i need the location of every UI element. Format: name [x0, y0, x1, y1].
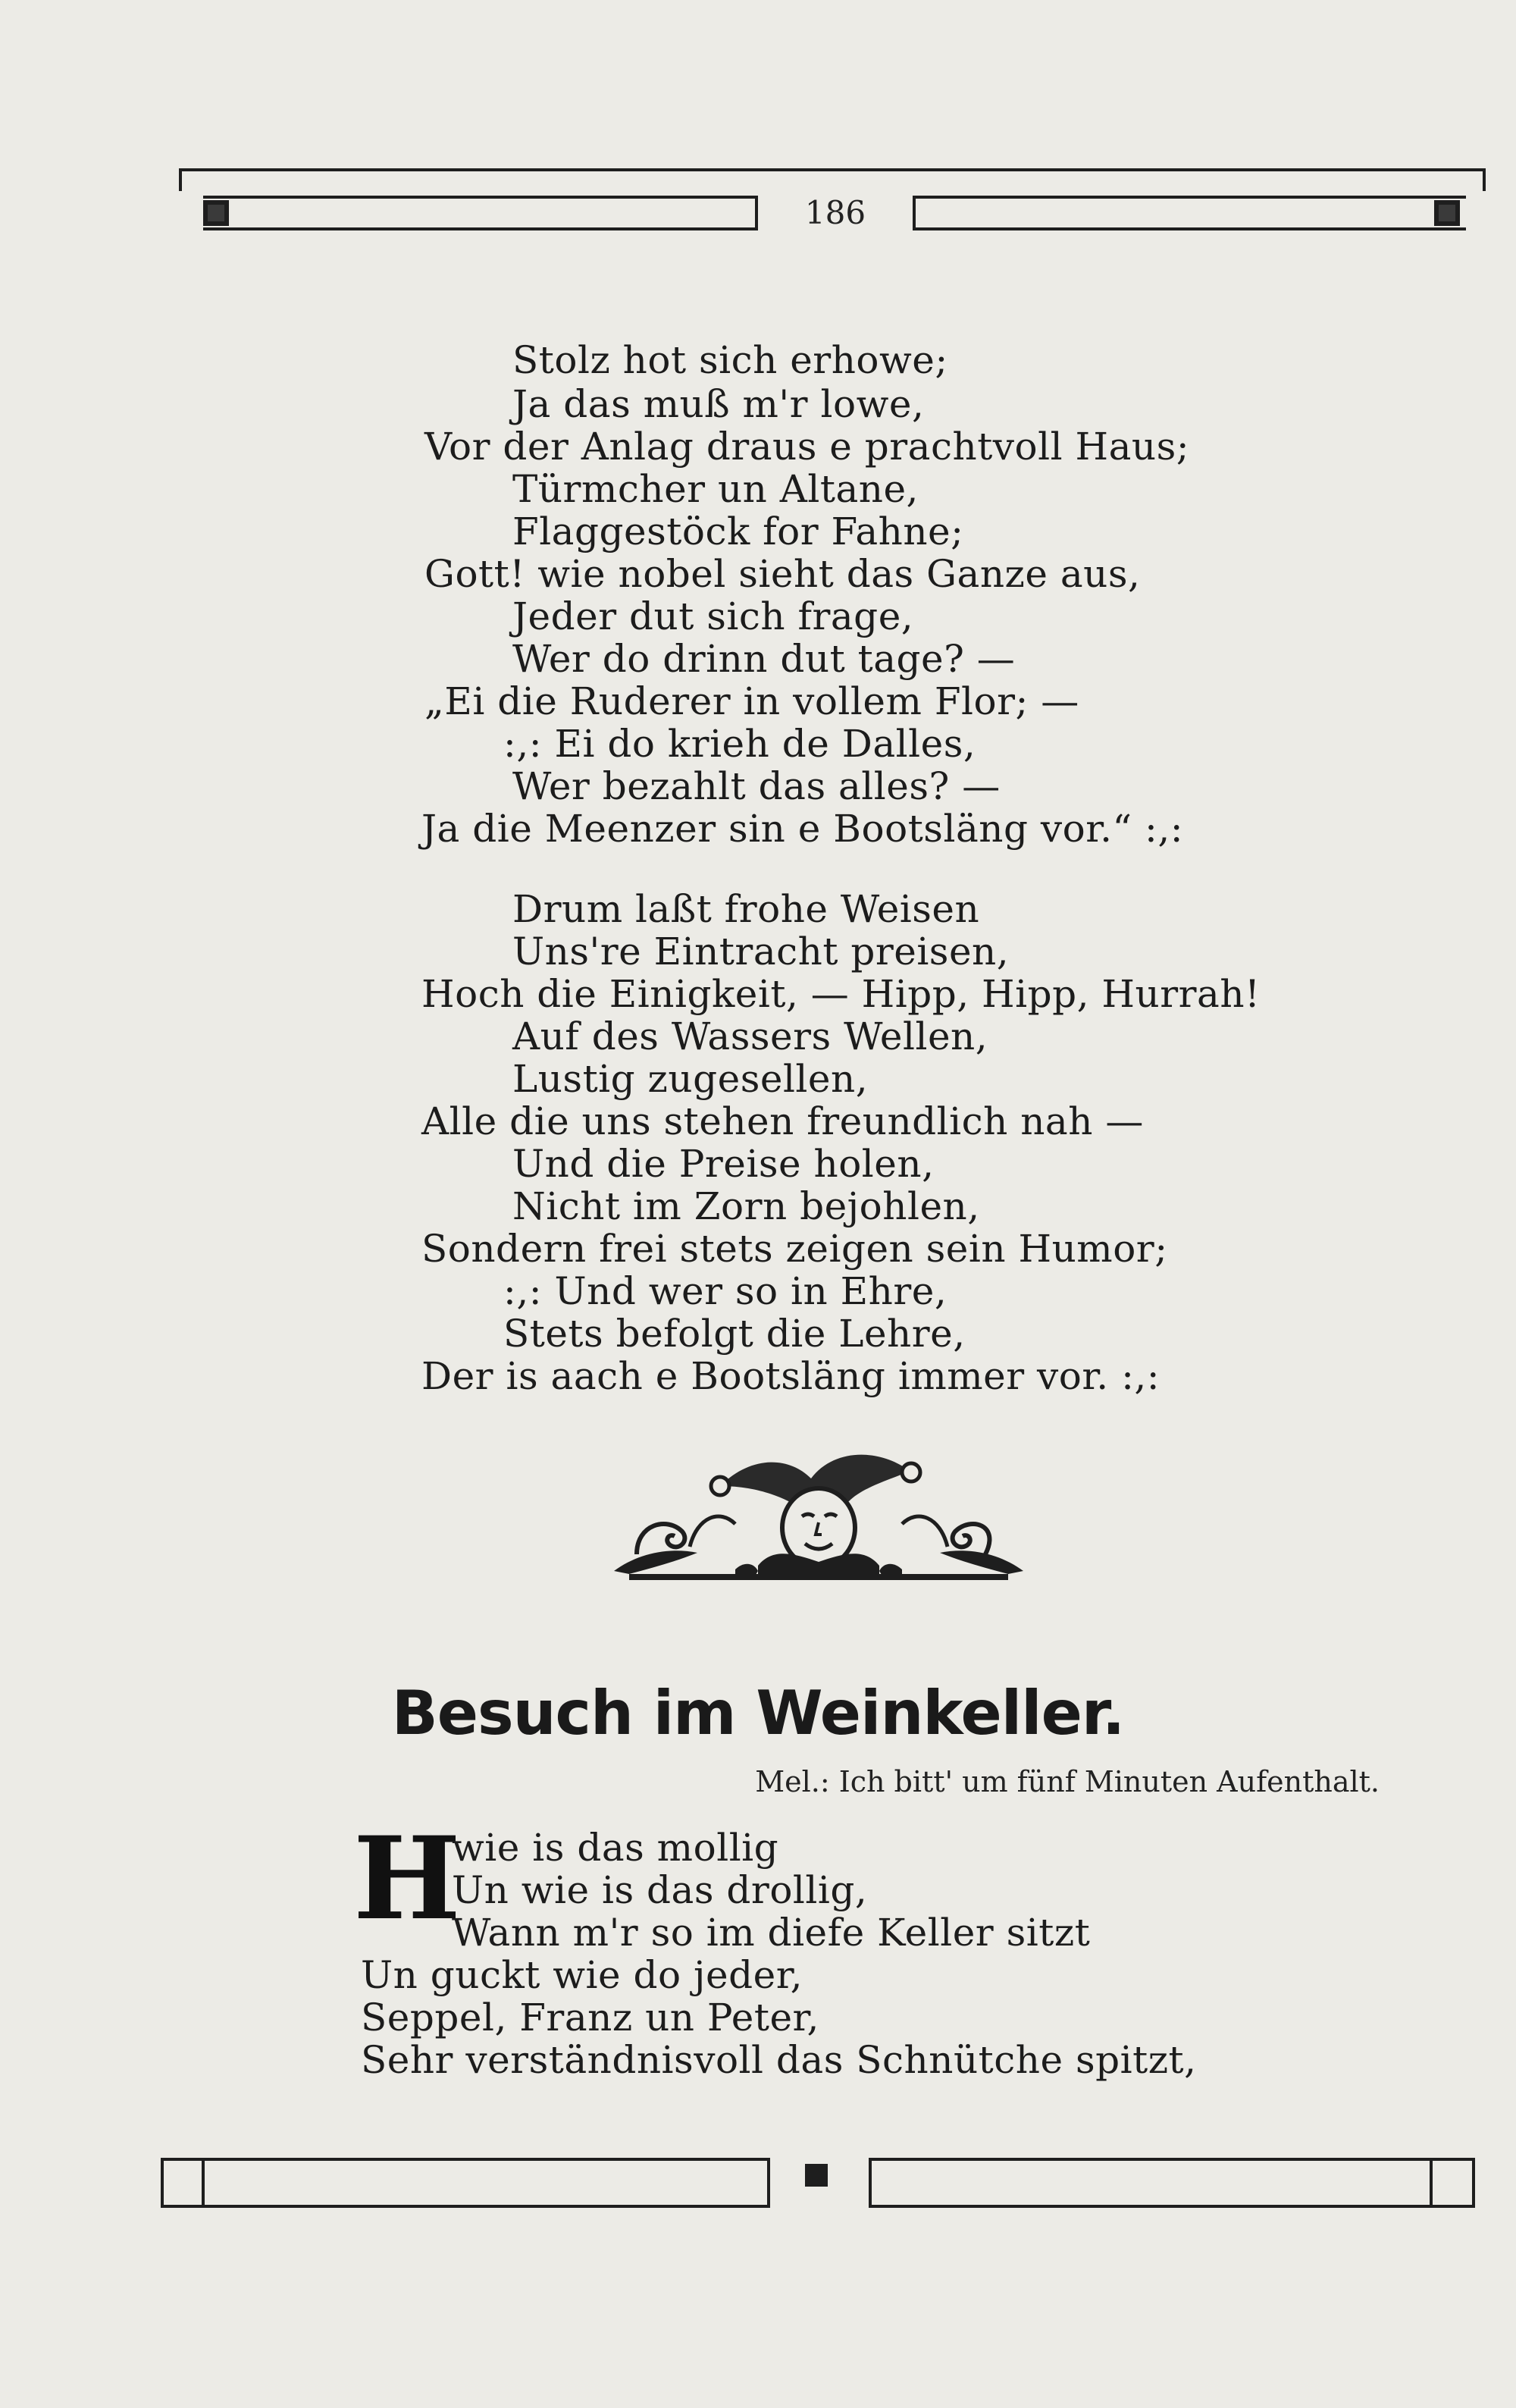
verse-line: Lustig zugesellen, — [512, 1057, 869, 1101]
header-square-left-icon — [203, 200, 229, 226]
footer-bar-left — [161, 2158, 770, 2208]
footer-divider-right — [1430, 2158, 1433, 2208]
footer-square-icon — [805, 2164, 828, 2187]
verse-line: Hoch die Einigkeit, — Hipp, Hipp, Hurrah! — [421, 972, 1261, 1016]
verse-line: Gott! wie nobel sieht das Ganze aus, — [424, 552, 1141, 596]
verse-line: Un wie is das drollig, — [452, 1868, 868, 1912]
verse-line: Und die Preise holen, — [512, 1142, 935, 1186]
footer-divider-left — [202, 2158, 205, 2208]
page-number: 186 — [804, 194, 866, 231]
verse-line: Der is aach e Bootsläng immer vor. :,: — [421, 1354, 1160, 1398]
jester-vignette-icon — [606, 1441, 1031, 1592]
verse-line: :,: Und wer so in Ehre, — [503, 1269, 948, 1313]
verse-line: Wer bezahlt das alles? — — [512, 764, 1001, 808]
verse-line: Nicht im Zorn bejohlen, — [512, 1184, 980, 1228]
verse-line: wie is das mollig — [452, 1826, 779, 1870]
verse-line: Wer do drinn dut tage? — — [512, 637, 1016, 681]
song-title: Besuch im Weinkeller. — [391, 1678, 1125, 1748]
verse-line: Ja die Meenzer sin e Bootsläng vor.“ :,: — [421, 807, 1184, 851]
verse-line: Auf des Wassers Wellen, — [512, 1014, 988, 1058]
verse-line: Un guckt wie do jeder, — [361, 1953, 803, 1997]
verse-line: „Ei die Ruderer in vollem Flor; — — [424, 679, 1079, 723]
verse-line: Ja das muß m'r lowe, — [512, 382, 925, 426]
header-bar-left — [203, 196, 758, 230]
verse-line: Uns're Eintracht preisen, — [512, 930, 1010, 974]
verse-line: Türmcher un Altane, — [512, 467, 919, 511]
verse-line: :,: Ei do krieh de Dalles, — [503, 722, 976, 766]
verse-line: Vor der Anlag draus e prachtvoll Haus; — [424, 425, 1190, 469]
verse-line: Drum laßt frohe Weisen — [512, 887, 980, 931]
header-bar-right — [913, 196, 1466, 230]
header-square-right-icon — [1434, 200, 1460, 226]
verse-line: Flaggestöck for Fahne; — [512, 510, 964, 553]
verse-line: Sehr verständnisvoll das Schnütche spitzt, — [361, 2038, 1197, 2082]
verse-line: Stolz hot sich erhowe; — [512, 338, 948, 382]
verse-line: Wann m'r so im diefe Keller sitzt — [452, 1911, 1091, 1955]
footer-bar-right — [869, 2158, 1475, 2208]
verse-line: Sondern frei stets zeigen sein Humor; — [421, 1227, 1168, 1271]
verse-line: Alle die uns stehen freundlich nah — — [421, 1099, 1144, 1143]
drop-cap: H — [353, 1812, 461, 1946]
verse-line: Seppel, Franz un Peter, — [361, 1996, 819, 2040]
verse-line: Stets befolgt die Lehre, — [503, 1312, 966, 1356]
header-frame-top — [179, 168, 1486, 191]
melody-note: Mel.: Ich bitt' um fünf Minuten Aufenthalt. — [755, 1765, 1380, 1798]
verse-line: Jeder dut sich frage, — [512, 594, 914, 638]
